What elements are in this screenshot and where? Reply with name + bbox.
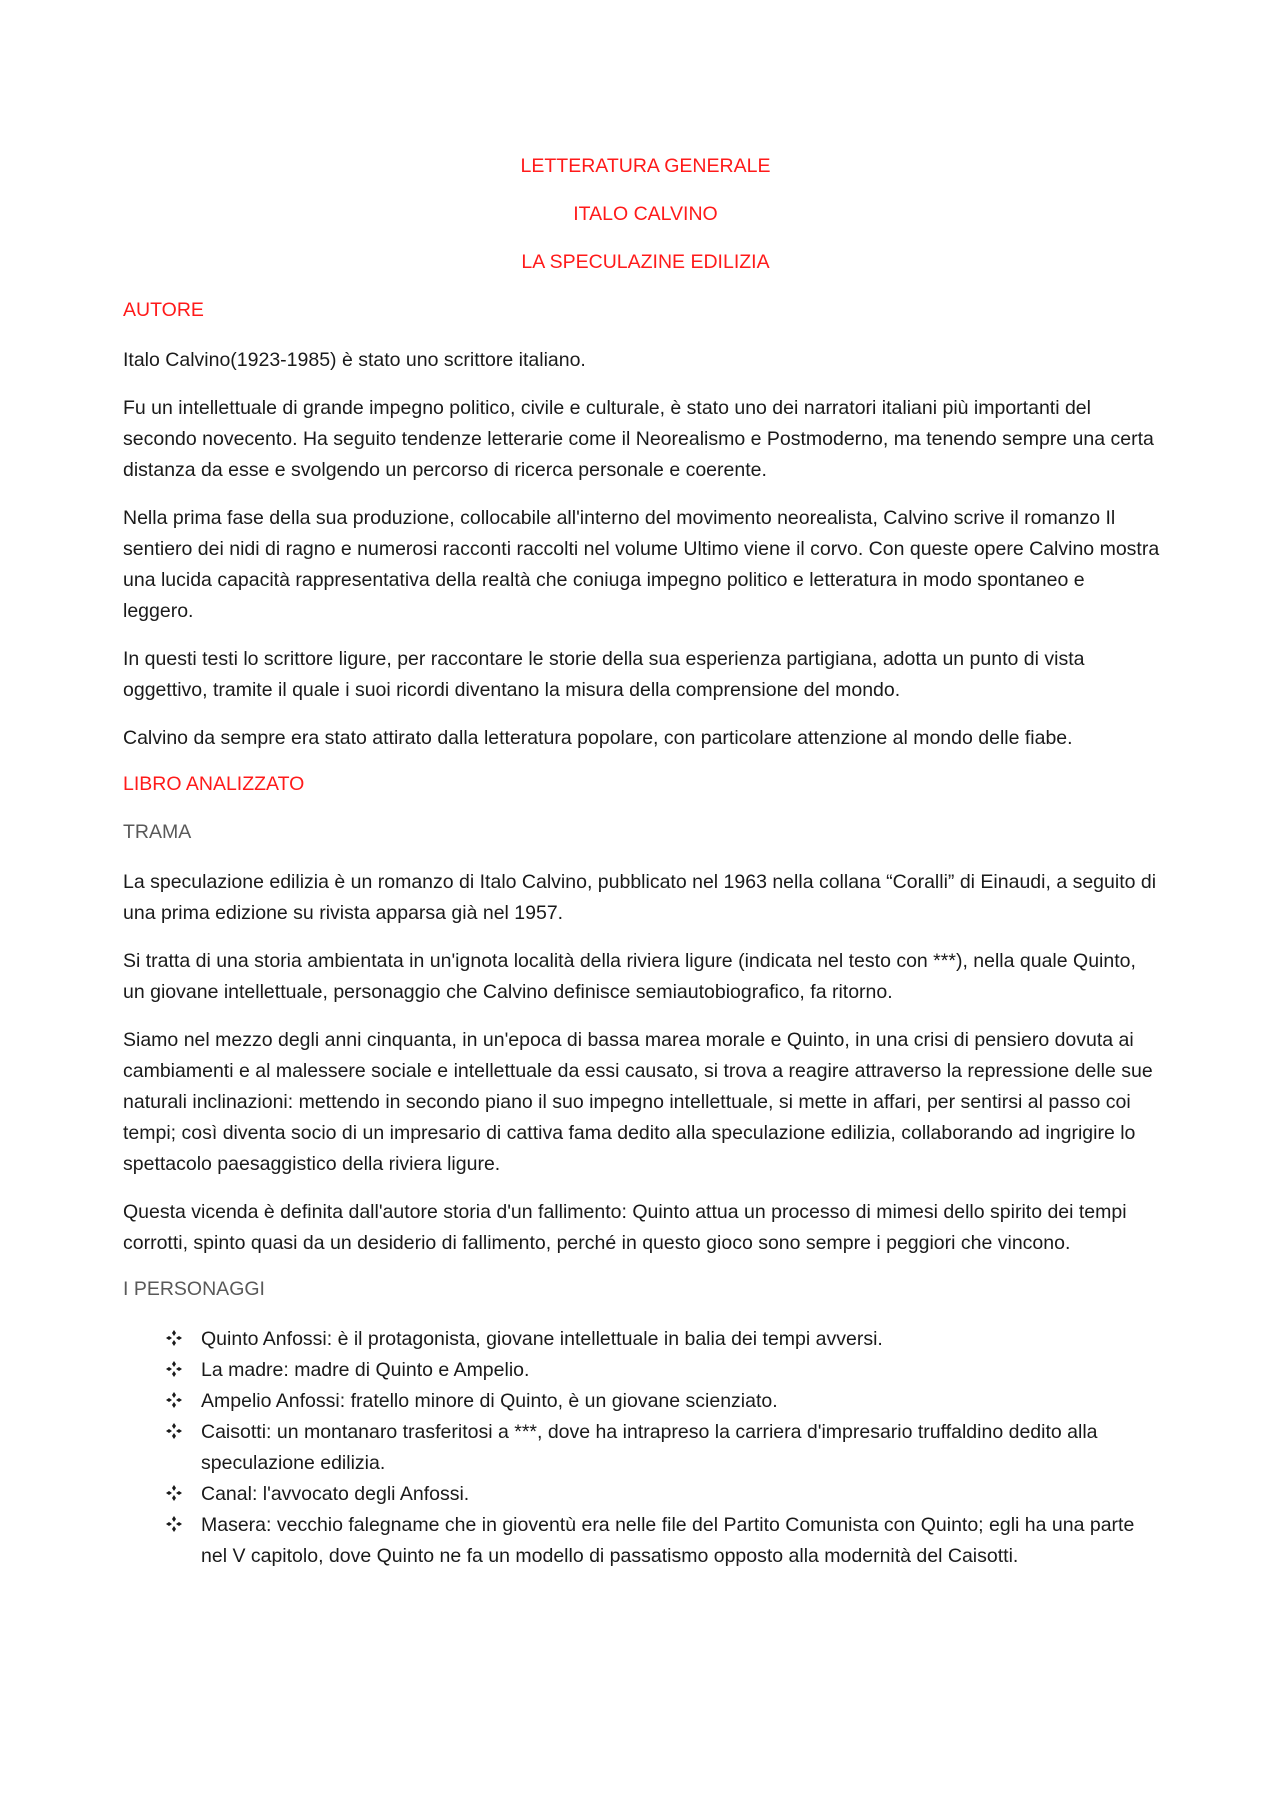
- list-item: [165, 1417, 1160, 1479]
- trama-paragraph: La speculazione edilizia è un romanzo di Italo Calvino, pubblicato nel 1963 nella collana “Coralli” di Einaudi, a seguito di una prima edizione su rivista apparsa già nel 1957.: [123, 871, 1157, 924]
- list-item: [165, 1355, 1160, 1386]
- trama-paragraph: Questa vicenda è definita dall'autore storia d'un fallimento: Quinto attua un processo di mimesi dello spirito dei tempi corrotti, spinto quasi da un desiderio di fallimento, perché in questo gioco sono sempre i peggiori che vincono.: [123, 1201, 1127, 1254]
- personaggio-text: La madre: madre di Quinto e Ampelio.: [201, 1359, 530, 1381]
- personaggio-text: Caisotti: un montanaro trasferitosi a ***, dove ha intrapreso la carriera d'impresario truffaldino dedito alla speculazione edilizia.: [201, 1421, 1098, 1474]
- document-book-title: LA SPECULAZINE EDILIZIA: [521, 251, 770, 273]
- personaggio-text: Ampelio Anfossi: fratello minore di Quinto, è un giovane scienziato.: [201, 1390, 778, 1412]
- four-diamond-bullet-icon: [165, 1484, 183, 1502]
- trama-paragraph: Si tratta di una storia ambientata in un'ignota località della riviera ligure (indicata nel testo con ***), nella quale Quinto, un giovane intellettuale, personaggio che Calvino definisce semiautobiografico, fa ritorno.: [123, 950, 1136, 1003]
- four-diamond-bullet-icon: [165, 1391, 183, 1409]
- section-heading-libro: LIBRO ANALIZZATO: [123, 773, 305, 795]
- trama-paragraph: Siamo nel mezzo degli anni cinquanta, in un'epoca di bassa marea morale e Quinto, in una crisi di pensiero dovuta ai cambiamenti e al malessere sociale e intellettuale da essi causato, si trova a reagire attraverso la repressione delle sue naturali inclinazioni: mettendo in secondo piano il suo impegno intellettuale, si mette in affari, per sentirsi al passo coi tempi; così diventa socio di un impresario di cattiva fama dedito alla speculazione edilizia, collaborando ad ingrigire lo spettacolo paesaggistico della riviera ligure.: [123, 1029, 1153, 1175]
- four-diamond-bullet-icon: [165, 1515, 183, 1533]
- list-item: [165, 1479, 1160, 1510]
- list-item: [165, 1510, 1160, 1572]
- section-heading-autore: AUTORE: [123, 299, 204, 321]
- document-author-title: ITALO CALVINO: [573, 203, 718, 225]
- document-title: LETTERATURA GENERALE: [520, 155, 771, 177]
- subheading-trama: TRAMA: [123, 821, 192, 843]
- autore-paragraph: Calvino da sempre era stato attirato dalla letteratura popolare, con particolare attenzione al mondo delle fiabe.: [123, 727, 1073, 749]
- personaggio-text: Masera: vecchio falegname che in gioventù era nelle file del Partito Comunista con Quinto; egli ha una parte nel V capitolo, dove Quinto ne fa un modello di passatismo opposto alla modernità del Caisotti.: [201, 1514, 1135, 1567]
- personaggio-text: Quinto Anfossi: è il protagonista, giovane intellettuale in balia dei tempi avversi.: [201, 1328, 883, 1350]
- four-diamond-bullet-icon: [165, 1422, 183, 1440]
- autore-paragraph: In questi testi lo scrittore ligure, per raccontare le storie della sua esperienza partigiana, adotta un punto di vista oggettivo, tramite il quale i suoi ricordi diventano la misura della comprensione del mondo.: [123, 648, 1085, 701]
- personaggio-text: Canal: l'avvocato degli Anfossi.: [201, 1483, 470, 1505]
- autore-paragraph: Italo Calvino(1923-1985) è stato uno scrittore italiano.: [123, 349, 586, 371]
- four-diamond-bullet-icon: [165, 1360, 183, 1378]
- subheading-personaggi: I PERSONAGGI: [123, 1278, 265, 1300]
- autore-paragraph: Nella prima fase della sua produzione, collocabile all'interno del movimento neorealista, Calvino scrive il romanzo Il sentiero dei nidi di ragno e numerosi racconti raccolti nel volume Ultimo viene il corvo. Con queste opere Calvino mostra una lucida capacità rappresentativa della realtà che coniuga impegno politico e letteratura in modo spontaneo e leggero.: [123, 507, 1160, 622]
- autore-paragraph: Fu un intellettuale di grande impegno politico, civile e culturale, è stato uno dei narratori italiani più importanti del secondo novecento. Ha seguito tendenze letterarie come il Neorealismo e Postmoderno, ma tenendo sempre una certa distanza da esse e svolgendo un percorso di ricerca personale e coerente.: [123, 397, 1154, 481]
- personaggi-list: [123, 1324, 1160, 1572]
- four-diamond-bullet-icon: [165, 1329, 183, 1347]
- list-item: [165, 1324, 1160, 1355]
- list-item: [165, 1386, 1160, 1417]
